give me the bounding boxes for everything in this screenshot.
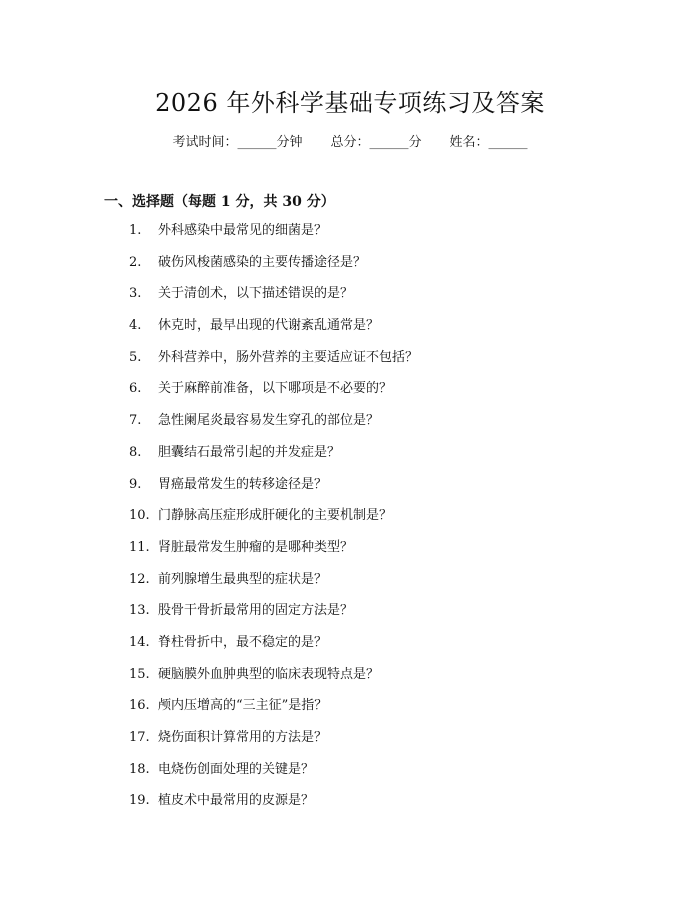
question-number: 4. bbox=[129, 318, 142, 334]
question-number: 12. bbox=[129, 571, 150, 587]
question-number: 13. bbox=[129, 603, 150, 619]
question-item bbox=[0, 633, 700, 665]
student-name-field: 姓名：______ bbox=[449, 135, 528, 150]
question-number: 15. bbox=[129, 666, 150, 682]
section-heading: 一、选择题（每题 1 分，共 30 分） bbox=[104, 194, 335, 210]
question-item bbox=[0, 601, 700, 633]
question-item bbox=[0, 475, 700, 507]
question-item bbox=[0, 253, 700, 285]
question-number: 6. bbox=[129, 381, 142, 397]
question-text: 颅内压增高的“三主征”是指？ bbox=[158, 698, 328, 714]
question-text: 门静脉高压症形成肝硬化的主要机制是？ bbox=[158, 508, 393, 524]
question-item bbox=[0, 379, 700, 411]
question-text: 关于麻醉前准备，以下哪项是不必要的？ bbox=[158, 381, 393, 397]
question-number: 10. bbox=[129, 508, 150, 524]
exam-time-field: 考试时间：______分钟 bbox=[172, 135, 303, 150]
question-list bbox=[0, 221, 700, 823]
question-number: 3. bbox=[129, 286, 142, 302]
question-number: 2. bbox=[129, 254, 142, 270]
total-score-field: 总分：______分 bbox=[330, 135, 422, 150]
question-item bbox=[0, 696, 700, 728]
question-item bbox=[0, 506, 700, 538]
question-text: 急性阑尾炎最容易发生穿孔的部位是？ bbox=[158, 413, 380, 429]
question-text: 胃癌最常发生的转移途径是？ bbox=[158, 476, 328, 492]
question-text: 外科感染中最常见的细菌是？ bbox=[158, 223, 328, 238]
question-number: 18. bbox=[129, 761, 150, 777]
question-text: 植皮术中最常用的皮源是？ bbox=[158, 793, 315, 809]
question-text: 外科营养中，肠外营养的主要适应证不包括？ bbox=[158, 349, 419, 365]
question-number: 11. bbox=[129, 539, 150, 555]
exam-meta bbox=[0, 131, 700, 150]
question-number: 9. bbox=[129, 476, 142, 492]
question-text: 股骨干骨折最常用的固定方法是？ bbox=[158, 603, 354, 619]
question-text: 休克时，最早出现的代谢紊乱通常是？ bbox=[158, 318, 380, 334]
question-number: 19. bbox=[129, 793, 150, 809]
question-text: 关于清创术，以下描述错误的是？ bbox=[158, 286, 354, 302]
question-item bbox=[0, 284, 700, 316]
question-text: 前列腺增生最典型的症状是？ bbox=[158, 571, 328, 587]
question-item bbox=[0, 760, 700, 792]
question-item bbox=[0, 665, 700, 697]
document-title: 2026 年外科学基础专项练习及答案 bbox=[155, 89, 545, 117]
question-text: 电烧伤创面处理的关键是？ bbox=[158, 761, 315, 777]
question-text: 破伤风梭菌感染的主要传播途径是？ bbox=[158, 254, 367, 270]
question-text: 脊柱骨折中，最不稳定的是？ bbox=[158, 634, 328, 650]
question-item bbox=[0, 443, 700, 475]
question-item bbox=[0, 348, 700, 380]
question-number: 17. bbox=[129, 730, 150, 745]
question-text: 胆囊结石最常引起的并发症是？ bbox=[158, 444, 341, 460]
question-item bbox=[0, 728, 700, 760]
question-number: 8. bbox=[129, 444, 142, 460]
question-item bbox=[0, 538, 700, 570]
question-item bbox=[0, 316, 700, 348]
question-item bbox=[0, 791, 700, 823]
question-number: 14. bbox=[129, 634, 150, 650]
question-number: 5. bbox=[129, 349, 142, 365]
question-text: 肾脏最常发生肿瘤的是哪种类型？ bbox=[158, 539, 354, 555]
question-number: 16. bbox=[129, 698, 150, 714]
question-text: 烧伤面积计算常用的方法是？ bbox=[158, 730, 328, 745]
question-item bbox=[0, 570, 700, 602]
question-number: 7. bbox=[129, 413, 142, 429]
question-item bbox=[0, 411, 700, 443]
question-item bbox=[0, 221, 700, 253]
question-number: 1. bbox=[129, 223, 142, 238]
question-text: 硬脑膜外血肿典型的临床表现特点是？ bbox=[158, 666, 380, 682]
